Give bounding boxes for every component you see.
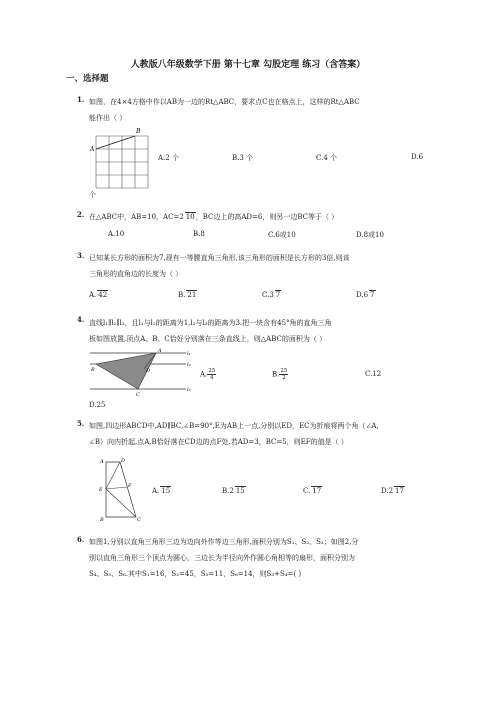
option-c[interactable]: C. 17 xyxy=(303,487,322,495)
option-d[interactable]: D.2 17 xyxy=(381,487,404,495)
svg-text:A: A xyxy=(100,459,104,465)
question-number: 4. xyxy=(77,315,85,324)
option-d[interactable]: D.6 xyxy=(411,153,424,161)
svg-text:l₁: l₁ xyxy=(187,351,191,357)
option-a[interactable]: A.10 xyxy=(108,230,125,238)
quadrilateral-figure xyxy=(96,456,150,522)
question-text-line: 三角形的直角边的长度为（ ） xyxy=(89,270,183,278)
svg-text:l₃: l₃ xyxy=(187,387,191,393)
point-label: B xyxy=(136,128,141,135)
question-number: 1. xyxy=(77,95,85,104)
question-text-line: 如图1,分别以直角三角形三边为边向外作等边三角形,面积分别为S₁、S₂、S₃；如图2,分 xyxy=(89,538,359,546)
question-number: 3. xyxy=(77,251,85,260)
svg-text:A: A xyxy=(158,348,162,354)
question-number: 6. xyxy=(77,535,85,544)
question-text-line: 别以直角三角形三个顶点为圆心，三边长为半径向外作圆心角相等的扇形，面积分别为 xyxy=(89,554,355,562)
page-title: 人教版八年级数学下册 第十七章 勾股定理 练习（含答案） xyxy=(130,60,366,70)
point-label: A xyxy=(90,146,95,153)
grid-figure xyxy=(88,124,158,190)
svg-text:F: F xyxy=(128,483,132,489)
option-a[interactable]: A. $\frac{25}{4}$ xyxy=(200,368,216,381)
option-d[interactable]: D.25 xyxy=(89,401,106,409)
question-text-line: ∠B）向内折起,点A,B恰好落在CD边的点F处.若AD=3，BC=5，则EF的值是（ ） xyxy=(89,438,348,446)
question-number: 2. xyxy=(77,210,85,219)
option-a[interactable]: A. 42 xyxy=(89,291,108,299)
question-text-line: 如图,四边形ABCD中,AD∥BC,∠B=90°,E为AB上一点,分别以ED，EC为折痕将两个角（∠A, xyxy=(89,422,379,430)
question-text-line: 在△ABC中，AB=10，AC=2 10，BC边上的高AD=6，则另一边BC等于（ ） xyxy=(89,213,339,221)
svg-text:C: C xyxy=(137,517,141,522)
option-c[interactable]: C.4 个 xyxy=(316,154,338,162)
question-text-line: 直线l₁∥l₂∥l₃，且l₁与l₂的距离为1,l₂与l₃的距离为3.把一块含有45°角的直角三角 xyxy=(89,319,332,327)
option-b[interactable]: B.3 个 xyxy=(232,154,254,162)
option-c[interactable]: C.6或10 xyxy=(268,231,296,239)
question-text-line: 板如图放置,顶点A、B、C恰好分别落在三条直线上，则△ABC的面积为（ ） xyxy=(89,335,327,343)
option-b[interactable]: B.2 15 xyxy=(222,487,245,495)
svg-text:B: B xyxy=(100,517,104,522)
question-text-line: 能作出（ ） xyxy=(89,114,127,122)
question-text-line: S₄、S₅、S₆.其中S₁=16，S₂=45，S₅=11，S₆=14，则S₃+S₄=( ) xyxy=(89,570,302,578)
question-text-line: 已知某长方形的面积为7,现有一等腰直角三角形,该三角形的面积是长方形的3倍,则该 xyxy=(89,254,350,262)
option-c[interactable]: C.12 xyxy=(365,370,382,378)
option-b[interactable]: B. $\frac{25}{2}$ xyxy=(272,368,288,381)
option-b[interactable]: B.8 xyxy=(193,230,205,238)
option-d[interactable]: D.8或10 xyxy=(356,231,384,239)
sqrt-sign: 10 xyxy=(185,213,195,221)
option-b[interactable]: B. 21 xyxy=(178,291,197,299)
option-d-wrap: 个 xyxy=(89,191,96,199)
option-a[interactable]: A. 15 xyxy=(152,487,171,495)
svg-text:D: D xyxy=(146,368,151,374)
parallel-lines-figure xyxy=(88,345,194,397)
svg-text:B: B xyxy=(91,367,95,373)
question-text-line: 如图，在4×4方格中作以AB为一边的Rt△ABC，要求点C也在格点上，这样的Rt△ABC xyxy=(89,98,360,106)
section-heading: 一、选择题 xyxy=(66,74,109,84)
option-d[interactable]: D.6 7 xyxy=(356,291,375,299)
option-a[interactable]: A.2 个 xyxy=(158,154,179,162)
svg-text:C: C xyxy=(136,392,140,397)
svg-text:l₂: l₂ xyxy=(187,362,191,368)
question-number: 5. xyxy=(77,419,85,428)
svg-text:E: E xyxy=(99,487,103,493)
svg-text:D: D xyxy=(121,458,126,464)
option-c[interactable]: C.3 7 xyxy=(262,291,281,299)
